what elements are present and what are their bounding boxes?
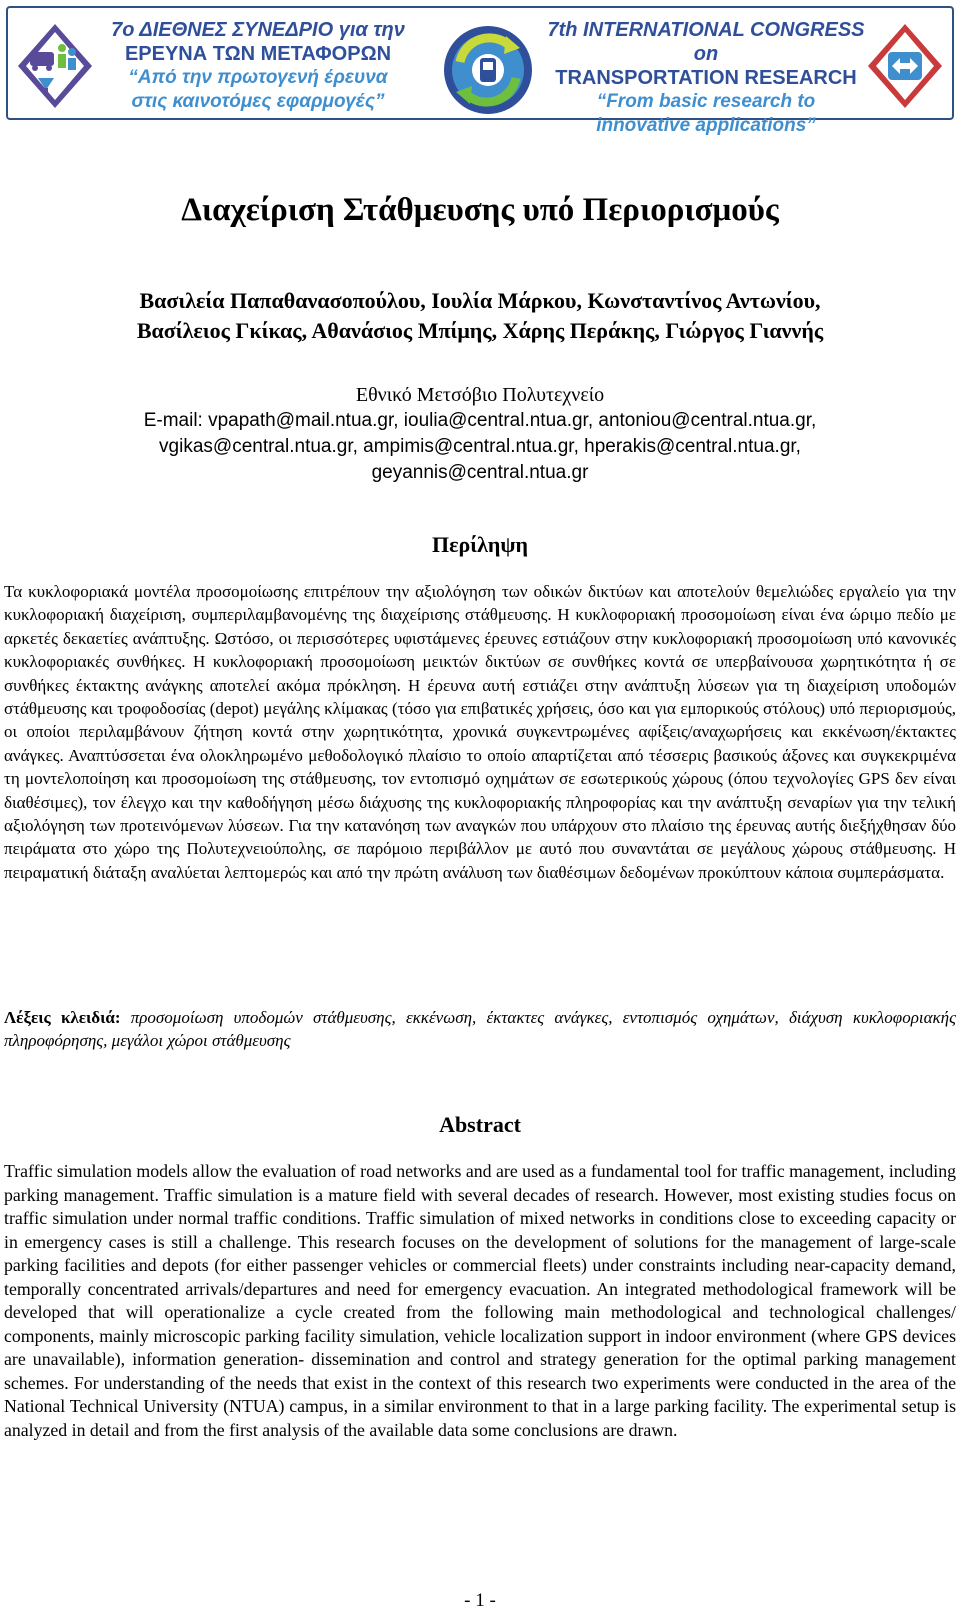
congress-globe-logo-icon (440, 22, 536, 118)
banner-greek-tagline-line1: “Από την πρωτογενή έρευνα (128, 67, 388, 88)
greek-abstract-text: Τα κυκλοφοριακά μοντέλα προσομοίωσης επιτρέπουν την αξιολόγηση των οδικών δικτύων και αποτελούν θεμελιώδες εργαλείο για την κυκλοφοριακή διαχείριση, συμπεριλαμβανομένης της διαχείρισης στάθμευσης. Η κυκλοφοριακή προσομοίωση είναι ένα ώριμο πεδίο με αρκετές δεκαετίες ανάπτυξης. Ωστόσο, οι περισσότερες υφιστάμενες έρευνες εστιάζουν στην κυκλοφοριακή προσομοίωση υπό κανονικές κυκλοφοριακές συνθήκες. Η κυκλοφοριακή προσομοίωση μεικτών δικτύων σε συνθήκες κοντά σε υπερβαίνουσα χωρητικότητα ή σε συνθήκες έκτακτης ανάγκης αποτελεί ακόμα πρόκληση. Η έρευνα αυτή εστιάζει στην ανάπτυξη λύσεων για τη διαχείριση υποδομών στάθμευσης και τροφοδοσίας (depot) μεγάλης κλίμακας (τόσο για επιβατικές χρήσεις, όσο και για εμπορικούς στόλους) υπό περιορισμούς, οι οποίοι περιλαμβάνουν ζήτηση κοντά στην χωρητικότητα, χρονικά συγκεντρωμένες αφίξεις/αναχωρήσεις και εκκένωση/έκτακτες ανάγκες. Αναπτύσσεται ένα ολοκληρωμένο μεθοδολογικό πλαίσιο το οποίο απαρτίζεται από τέσσερις βασικούς άξονες και συγκεκριμένα τη μοντελοποίηση και προσομοίωση της στάθμευσης, τον εντοπισμό οχημάτων σε εσωτερικούς χώρους (όπου τεχνολογίες GPS δεν είναι διαθέσιμες), τον έλεγχο και την καθοδήγηση μέσω διάχυσης της κυκλοφοριακής πληροφορίας και την ανάπτυξη σεναρίων για την τελική αξιολόγηση των προτεινόμενων λύσεων. Για την κατανόηση των αναγκών που υπάρχουν στο πλαίσιο της έρευνας αυτής διεξήχθησαν δύο πειράματα στο χώρο της Πολυτεχνειούπολης, σε παρόμοιο περιβάλλον με αυτό που συναντάται σε μεγάλους χώρους στάθμευσης. Η πειραματική διάταξη αναλύεται λεπτομερώς και από την πρώτη ανάλυση των διαθέσιμων δεδομένων προκύπτουν κάποια συμπεράσματα. (4, 582, 956, 882)
banner-greek-tagline-line2: στις καινοτόμες εφαρμογές” (131, 91, 385, 112)
email-line-1: E-mail: vpapath@mail.ntua.gr, ioulia@central.ntua.gr, antoniou@central.ntua.gr, (143, 410, 817, 431)
keywords-label: Λέξεις κλειδιά: (4, 1008, 121, 1027)
transport-people-logo-icon (16, 22, 94, 110)
institution-name: Εθνικό Μετσόβιο Πολυτεχνείο (355, 384, 605, 406)
affiliation-block (0, 382, 960, 486)
traffic-sign-logo-icon (866, 22, 944, 110)
banner-greek-title-line2: ΕΡΕΥΝΑ ΤΩΝ ΜΕΤΑΦΟΡΩΝ (124, 43, 392, 65)
page-number: - 1 - (464, 1590, 496, 1611)
authors-line-2: Βασίλειος Γκίκας, Αθανάσιος Μπίμης, Χάρης Περάκης, Γιώργος Γιαννής (136, 318, 824, 343)
email-line-3: geyannis@central.ntua.gr (371, 462, 589, 483)
paper-title: Διαχείριση Στάθμευσης υπό Περιορισμούς (181, 192, 779, 228)
banner-english-text (538, 18, 874, 138)
banner-english-tagline-line1: “From basic research to (596, 91, 816, 112)
banner-english-tagline-line2: innovative applications” (596, 115, 816, 136)
email-line-2: vgikas@central.ntua.gr, ampimis@central.ntua.gr, hperakis@central.ntua.gr, (159, 436, 801, 457)
banner-greek-title-line1: 7ο ΔΙΕΘΝΕΣ ΣΥΝΕΔΡΙΟ για την (111, 19, 405, 41)
author-list (0, 286, 960, 346)
banner-greek-text (98, 18, 418, 114)
english-abstract-text: Traffic simulation models allow the evaluation of road networks and are used as a fundamental tool for traffic management, including parking management. Traffic simulation is a mature field with several decades of research. However, most existing studies focus on traffic simulation under normal traffic conditions. Traffic simulation of mixed networks in conditions close to exceeding capacity or in emergency cases is still a challenge. This research focuses on the development of solutions for the management of large-scale parking facilities and depots (for either passenger vehicles or commercial fleets) under constraints including near-capacity demand, temporally concentrated arrivals/departures and need for emergency evacuation. An integrated methodological framework will be developed that will operationalize a cycle created from the following main methodological and technological challenges/ components, mainly microscopic parking facility simulation, vehicle localization support in indoor environment (where GPS devices are unavailable), information generation- dissemination and control and strategy generation for the optimal parking management schemes. For understanding of the needs that exist in the context of this research two experiments were conducted in the area of the National Technical University (NTUA) campus, in a similar environment to that in a large parking facility. The experimental setup is analyzed in detail and from the first analysis of the available data some conclusions are drawn. (4, 1161, 956, 1440)
greek-abstract-heading: Περίληψη (431, 532, 529, 557)
conference-banner (6, 6, 954, 136)
authors-line-1: Βασιλεία Παπαθανασοπούλου, Ιουλία Μάρκου, Κωνσταντίνος Αντωνίου, (139, 288, 821, 313)
banner-english-title-line1: 7th INTERNATIONAL CONGRESS on (547, 19, 865, 65)
banner-english-title-line2: TRANSPORTATION RESEARCH (555, 67, 857, 89)
english-abstract-heading: Abstract (439, 1112, 521, 1137)
keywords-text: προσομοίωση υποδομών στάθμευσης, εκκένωση, έκτακτες ανάγκες, εντοπισμός οχημάτων, διάχυση κυκλοφοριακής πληροφόρησης, μεγάλοι χώροι στάθμευσης (4, 1008, 957, 1050)
keywords-block (4, 1006, 956, 1052)
